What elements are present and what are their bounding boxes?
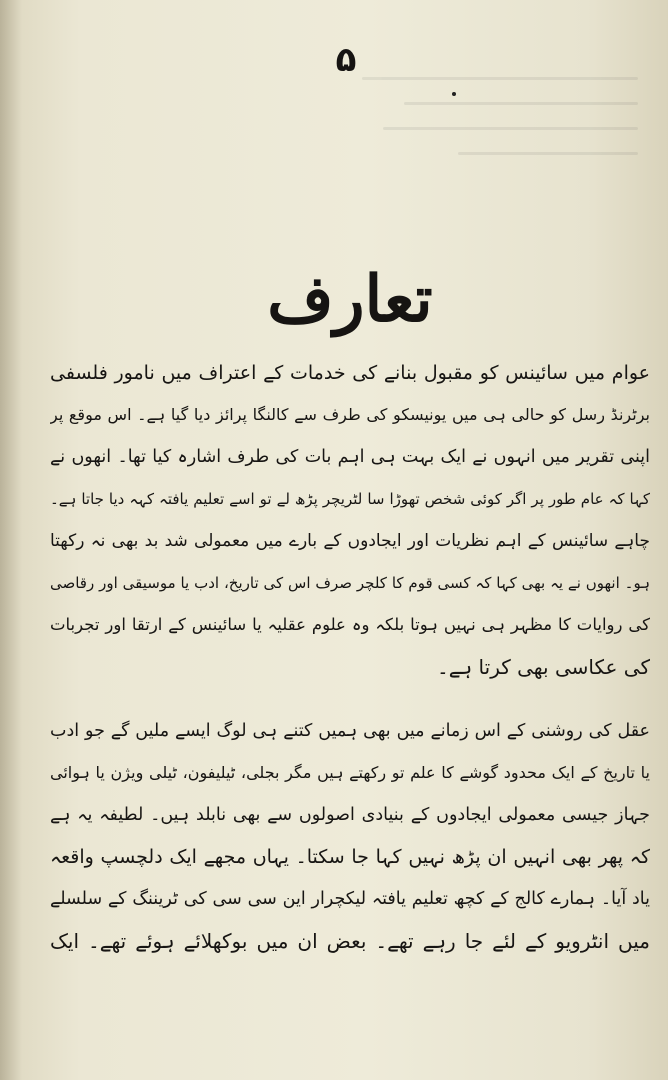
text-line: عوام میں سائینس کو مقبول بنانے کی خدمات کے اعتراف میں نامور فلسفی: [50, 362, 650, 384]
text-line: کہ پھر بھی انہیں ان پڑھ نہیں کہا جا سکتا۔ یہاں مجھے ایک دلچسپ واقعہ: [50, 846, 650, 868]
text-line: جہاز جیسی معمولی ایجادوں کے بنیادی اصولوں سے بھی نابلد ہیں۔ لطیفہ یہ ہے: [50, 805, 650, 825]
text-line: یا تاریخ کے ایک محدود گوشے کا علم تو رکھتے ہیں مگر بجلی، ٹیلیفون، ٹیلی ویژن یا ہوائی: [50, 763, 650, 782]
text-line: برٹرنڈ رسل کو حالی ہی میں یونیسکو کی طرف سے کالنگا پرائز دیا گیا ہے۔ اس موقع پر: [50, 405, 650, 424]
text-line: چاہے سائینس کے اہم نظریات اور ایجادوں کے بارے میں معمولی شد بد بھی نہ رکھتا: [50, 531, 650, 551]
paragraph-2: [50, 710, 650, 962]
page-number: ۵: [335, 40, 357, 80]
text-line: کی عکاسی بھی کرتا ہے۔: [437, 655, 650, 679]
paragraph-gap: [50, 688, 650, 710]
chapter-title: تعارف: [267, 262, 433, 337]
spine-shadow: [0, 0, 22, 1080]
text-line: ہو۔ انھوں نے یہ بھی کہا کہ کسی قوم کا کلچر صرف اس کی تاریخ، ادب یا موسیقی اور رقاصی: [50, 574, 650, 592]
text-line: کی روایات کا مظہر ہی نہیں ہوتا بلکہ وہ علوم عقلیہ یا سائینس کے ارتقا اور تجربات: [50, 615, 650, 634]
text-line: عقل کی روشنی کے اس زمانے میں بھی ہمیں کتنے ہی لوگ ایسے ملیں گے جو ادب: [50, 721, 650, 741]
text-line: یاد آیا۔ ہمارے کالج کے کچھ تعلیم یافتہ لیکچرار این سی سی کی ٹریننگ کے سلسلے: [50, 889, 650, 909]
show-through-text: [338, 55, 638, 205]
ink-speck: [452, 92, 456, 96]
paragraph-1: [50, 352, 650, 688]
text-line: کہا کہ عام طور پر اگر کوئی شخص تھوڑا سا لٹریچر پڑھ لے تو اسے تعلیم یافتہ کہہ دیا جاتا ہے۔: [50, 490, 650, 508]
text-line: اپنی تقریر میں انہوں نے ایک بہت ہی اہم بات کی طرف اشارہ کیا تھا۔ انھوں نے: [50, 447, 650, 467]
text-line: میں انٹرویو کے لئے جا رہے تھے۔ بعض ان میں بوکھلائے ہوئے تھے۔ ایک: [50, 929, 650, 953]
body-text: [50, 352, 650, 962]
